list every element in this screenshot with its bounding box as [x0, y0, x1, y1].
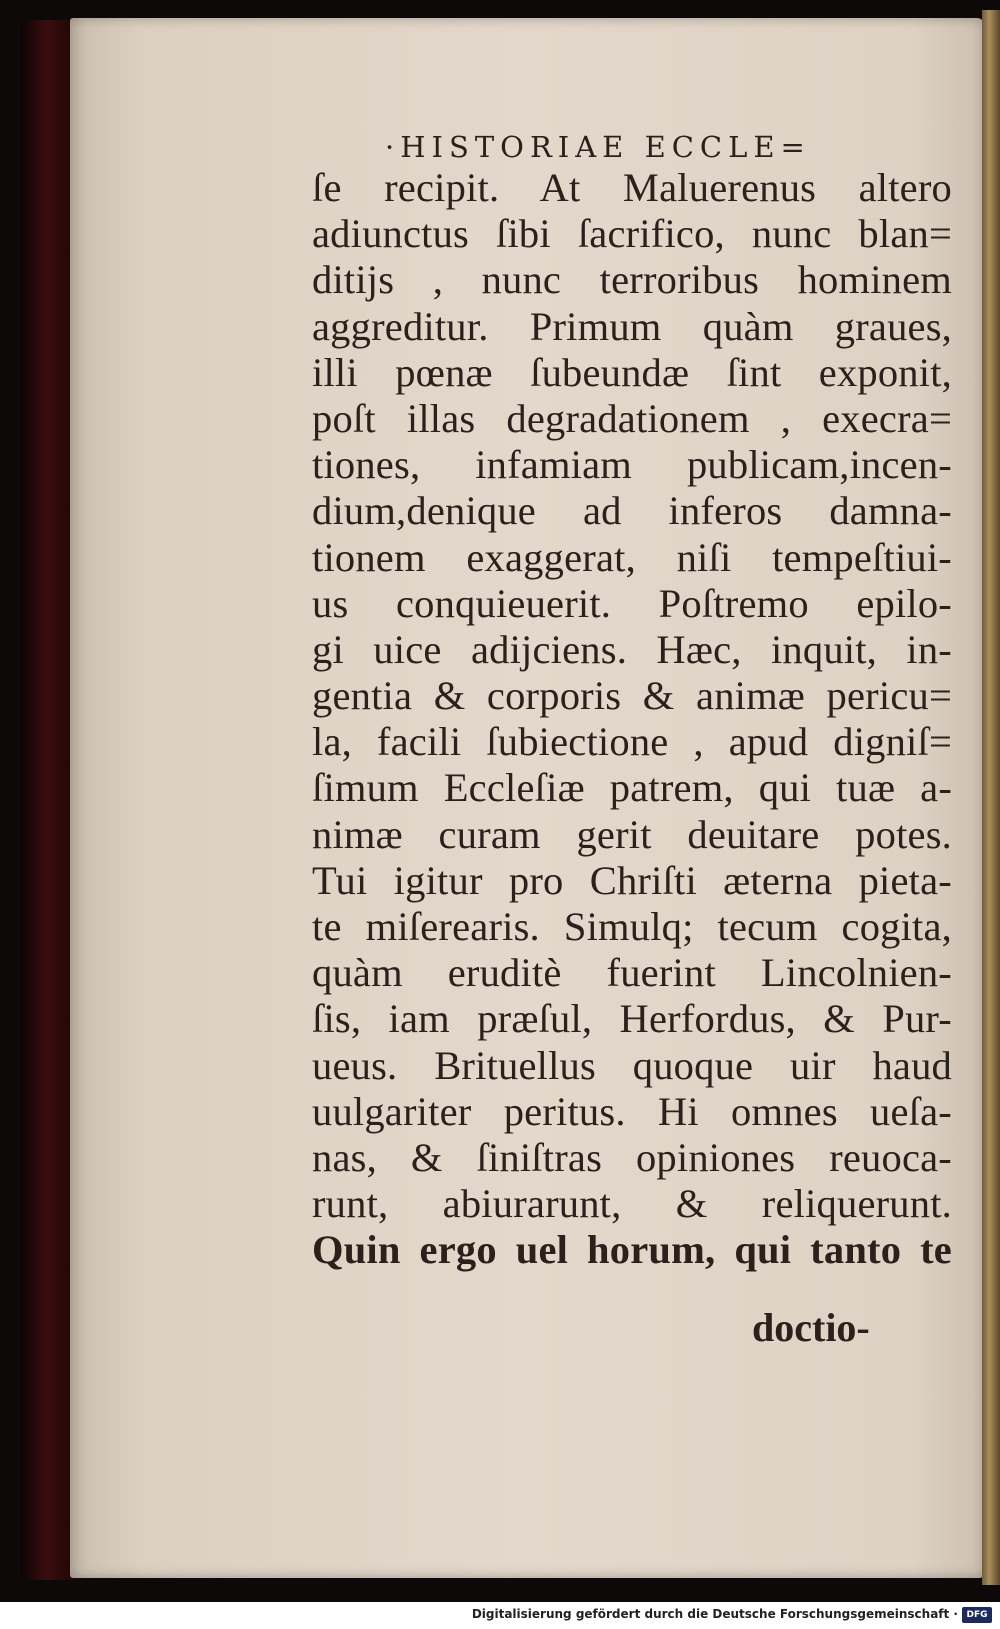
text-line: tiones, infamiam publicam,incen- — [312, 442, 952, 488]
text-line: te miſerearis. Simulq; tecum cogita, — [312, 904, 952, 949]
text-line: dium,denique ad inferos damna- — [312, 488, 952, 534]
text-line: ueus. Brituellus quoque uir haud — [312, 1042, 952, 1088]
text-line: ditijs , nunc terroribus hominem — [312, 257, 952, 303]
text-line: ſe recipit. At Maluerenus altero — [312, 165, 952, 210]
text-line: quàm eruditè fuerint Lincolnien- — [312, 950, 952, 996]
text-line: adiunctus ſibi ſacrifico, nunc blan= — [312, 211, 952, 257]
text-line: uulgariter peritus. Hi omnes ueſa- — [312, 1088, 952, 1134]
funding-notice: Digitalisierung gefördert durch die Deutsche Forschungsgemeinschaft · — [471, 1607, 958, 1621]
text-line: ſimum Eccleſiæ patrem, qui tuæ a- — [312, 765, 952, 811]
text-line: ſis, iam præſul, Herfordus, & Pur- — [312, 996, 952, 1042]
text-line: poſt illas degradationem , execra= — [312, 395, 952, 441]
text-line: gi uice adijciens. Hæc, inquit, in- — [312, 626, 952, 672]
text-block — [312, 165, 952, 1274]
text-line: Tui igitur pro Chriſti æterna pieta- — [312, 857, 952, 903]
page-fore-edge — [982, 10, 1000, 1585]
text-line: aggreditur. Primum quàm graues, — [312, 303, 952, 349]
text-line: illi pœnæ ſubeundæ ſint exponit, — [312, 349, 952, 395]
dfg-logo-icon: DFG — [962, 1607, 992, 1623]
text-line: gentia & corporis & animæ pericu= — [312, 673, 952, 719]
text-line: tionem exaggerat, niſi tempeſtiui- — [312, 534, 952, 580]
text-line: la, facili ſubiectione , apud digniſ= — [312, 719, 952, 765]
text-line: us conquieuerit. Poſtremo epilo- — [312, 580, 952, 626]
text-line: Quin ergo uel horum, qui tanto te — [312, 1227, 952, 1273]
running-head: ·HISTORIAE ECCLE= — [385, 130, 811, 164]
text-line: nimæ curam gerit deuitare potes. — [312, 811, 952, 857]
text-line: nas, & ſiniſtras opiniones reuoca- — [312, 1134, 952, 1180]
text-line: runt, abiurarunt, & reliquerunt. — [312, 1181, 952, 1227]
catchword: doctio- — [752, 1305, 870, 1350]
